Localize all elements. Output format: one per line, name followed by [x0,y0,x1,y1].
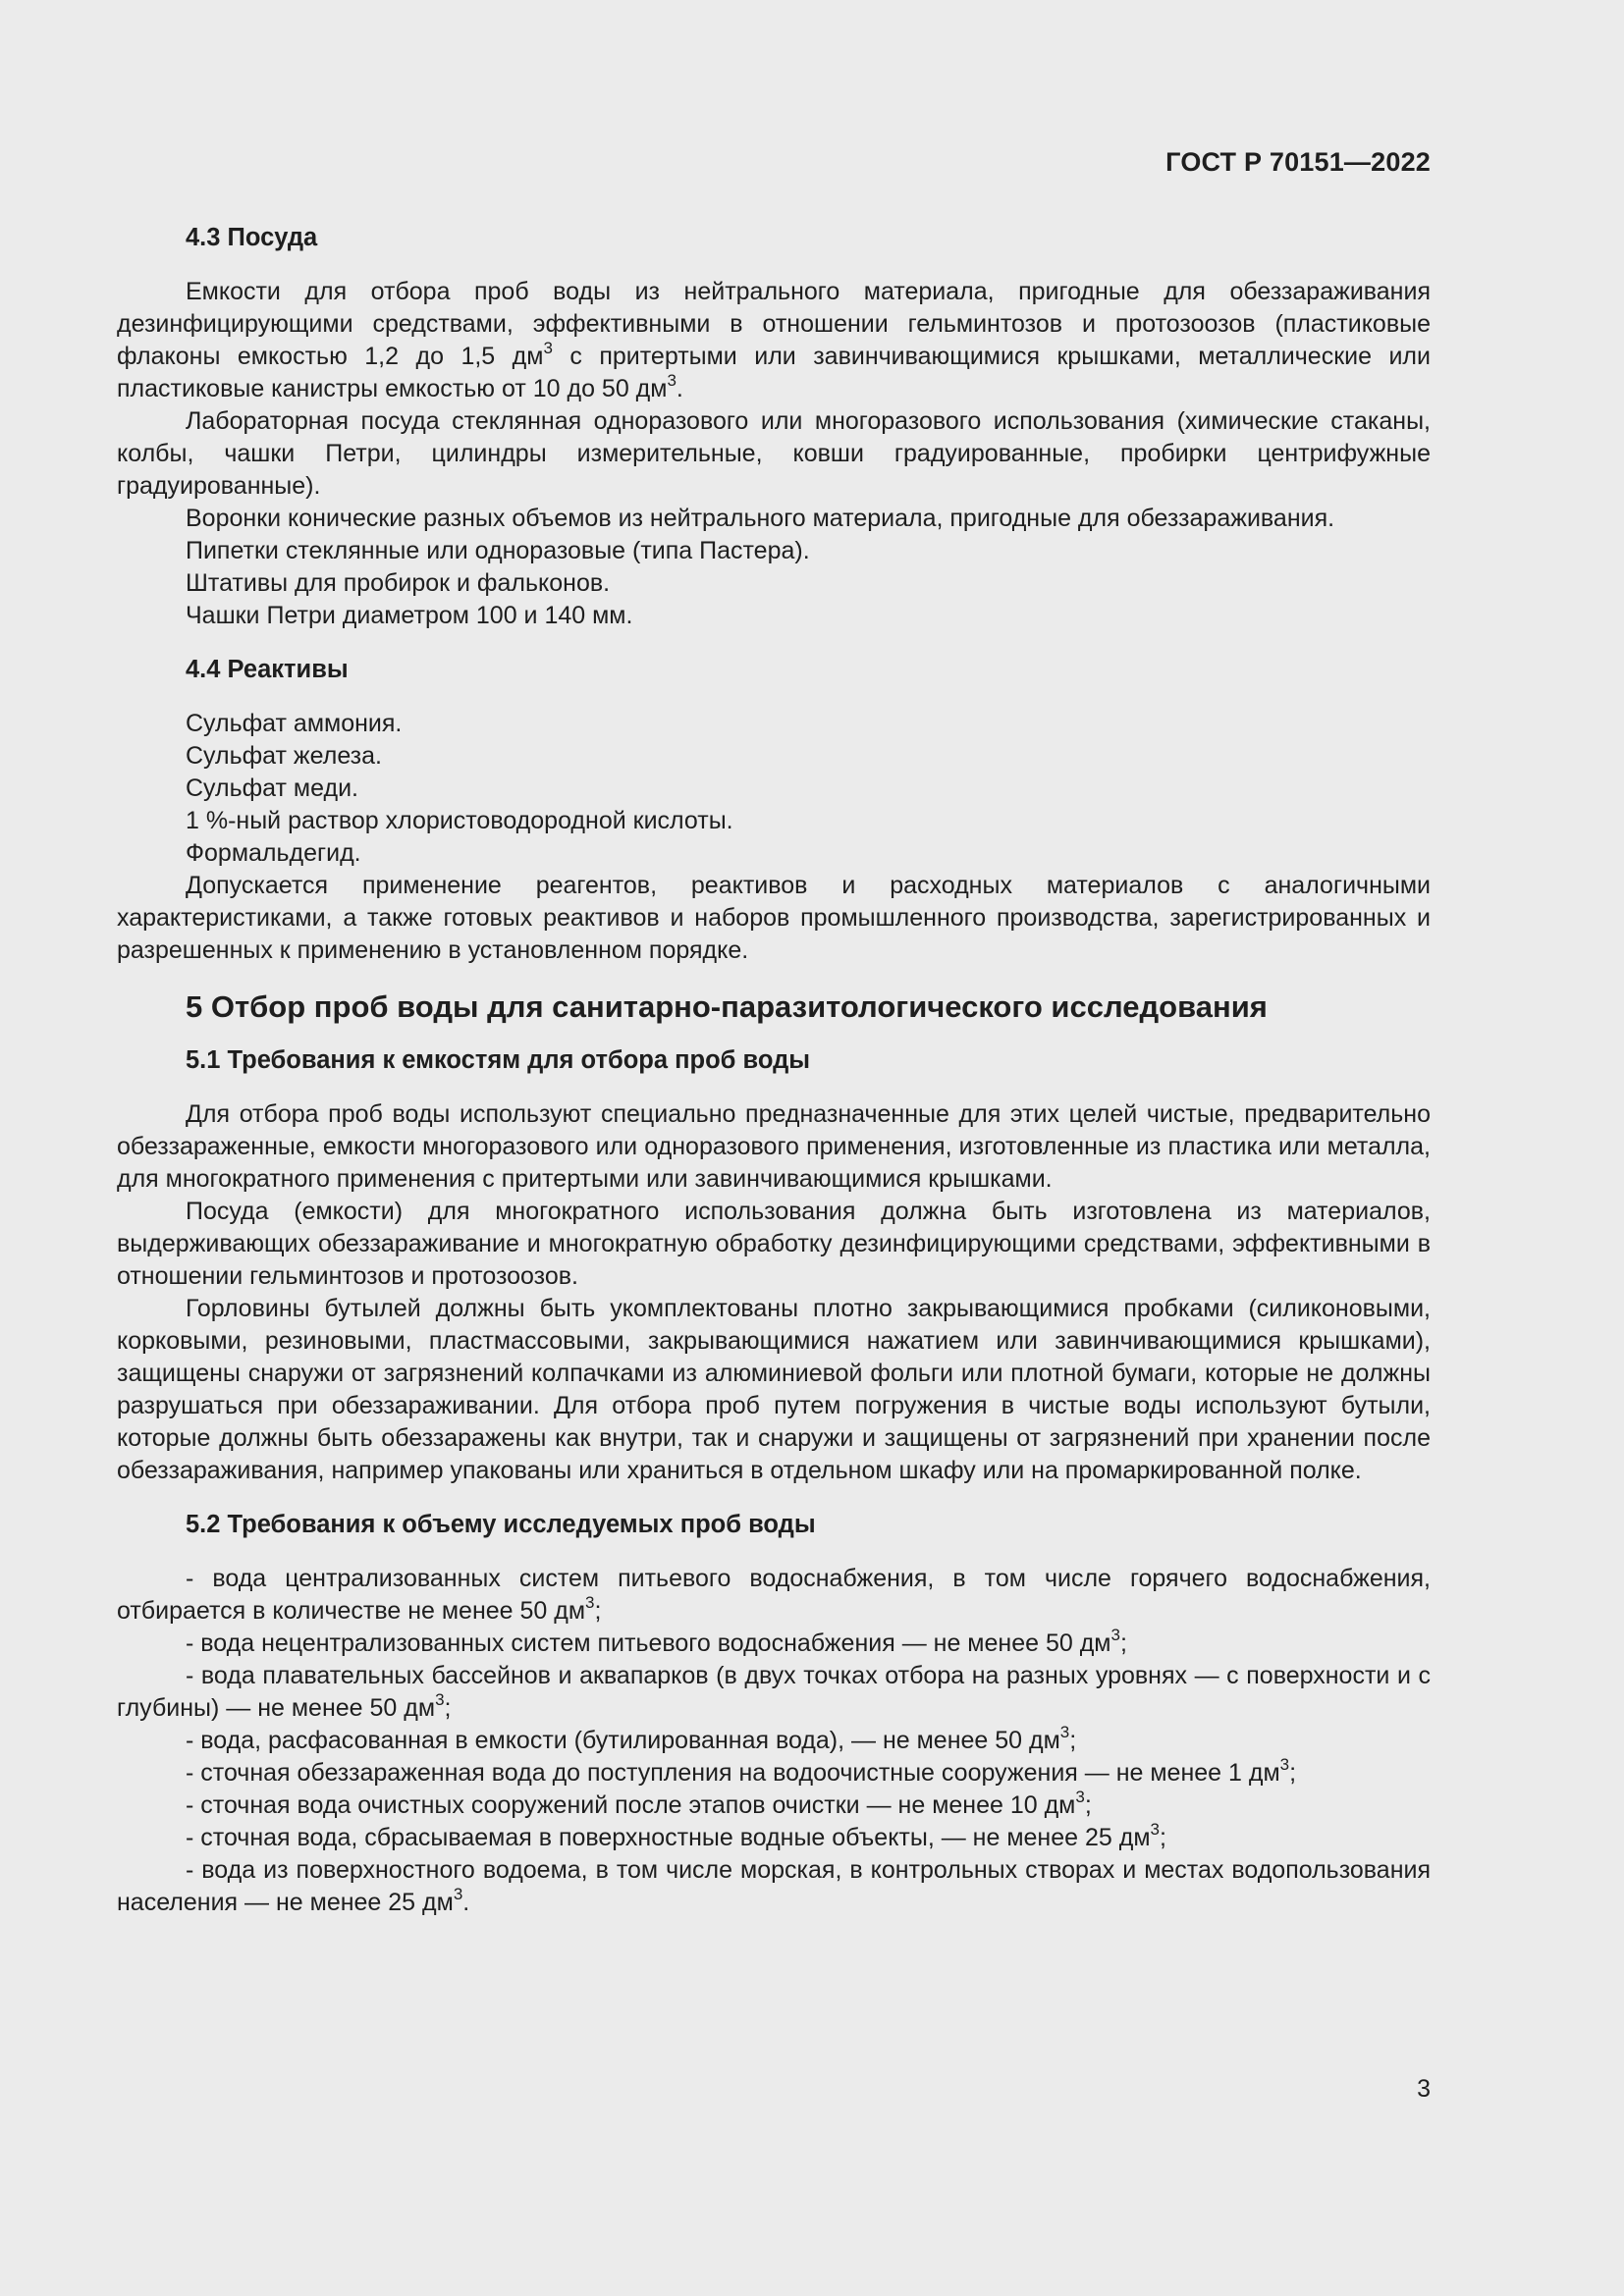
section-heading-4-3: 4.3 Посуда [186,224,318,251]
list-item: - вода централизованных систем питьевого водоснабжения, в том числе горячего водоснабжения, отбирается в количестве не менее 50 $дм^3$; [117,1565,1431,1625]
paragraph: Для отбора проб воды используют специально предназначенные для этих целей чистые, предварительно обеззараженные, емкости многоразового или одноразового применения, изготовленные из пластика или металла, для многократного применения с притертыми или завинчивающимися крышками. [117,1100,1431,1193]
paragraph: Воронки конические разных объемов из нейтрального материала, пригодные для обеззараживания. [186,505,1335,532]
paragraph: Сульфат железа. [186,742,382,770]
paragraph: Формальдегид. [186,839,361,867]
paragraph: Чашки Петри диаметром 100 и 140 мм. [186,602,633,629]
list-item: - вода из поверхностного водоема, в том числе морская, в контрольных створах и местах водопользования населения — не менее 25 $дм^3$. [117,1856,1431,1916]
document-body [117,222,1431,1919]
paragraph: Сульфат аммония. [186,710,403,737]
list-item: - вода, расфасованная в емкости (бутилированная вода), — не менее 50 $дм^3$; [186,1723,1077,1754]
paragraph: Посуда (емкости) для многократного использования должна быть изготовлена из материалов, выдерживающих обеззараживание и многократную обработку дезинфицирующими средствами, эффективными в отношении гельминтозов и протозоозов. [117,1198,1431,1290]
paragraph: Штативы для пробирок и фальконов. [186,569,611,597]
paragraph: Горловины бутылей должны быть укомплектованы плотно закрывающимися пробками (силиконовыми, корковыми, резиновыми, пластмассовыми, закрывающимися нажатием или завинчивающимися крышками), защищены снаружи от загрязнений колпачками из алюминиевой фольги или плотной бумаги, которые не должны разрушаться при обеззараживании. Для отбора проб путем погружения в чистые воды используют бутыли, которые должны быть обеззаражены как внутри, так и снаружи и защищены от загрязнений при хранении после обеззараживания, например упакованы или храниться в отдельном шкафу или на промаркированной полке. [117,1295,1431,1484]
document-header: ГОСТ Р 70151—2022 [1165,147,1431,177]
section-heading-4-4: 4.4 Реактивы [186,656,349,683]
list-item: - сточная вода очистных сооружений после этапов очистки — не менее 10 $дм^3$; [186,1788,1092,1819]
section-heading-5-2: 5.2 Требования к объему исследуемых проб воды [186,1511,816,1538]
list-item: - сточная вода, сбрасываемая в поверхностные водные объекты, — не менее 25 $дм^3$; [186,1820,1166,1851]
list-item: - вода нецентрализованных систем питьевого водоснабжения — не менее 50 $дм^3$; [186,1626,1127,1657]
page-number: 3 [1417,2075,1431,2103]
section-heading-5-1: 5.1 Требования к емкостям для отбора проб воды [186,1046,811,1074]
paragraph: Допускается применение реагентов, реактивов и расходных материалов с аналогичными характеристиками, а также готовых реактивов и наборов промышленного производства, зарегистрированных и разрешенных к применению в установленном порядке. [117,872,1431,964]
list-item: - сточная обеззараженная вода до поступления на водоочистные сооружения — не менее 1 $дм^3$; [186,1755,1297,1787]
paragraph: Сульфат меди. [186,774,358,802]
paragraph: Лабораторная посуда стеклянная одноразового или многоразового использования (химические стаканы, колбы, чашки Петри, цилиндры измерительные, ковши градуированные, пробирки центрифужные градуированные). [117,407,1431,500]
paragraph: 1 %-ный раствор хлористоводородной кислоты. [186,807,733,834]
paragraph: Емкости для отбора проб воды из нейтрального материала, пригодные для обеззараживания дезинфицирующими средствами, эффективными в отношении гельминтозов и протозоозов (пластиковые флаконы емкостью 1,2 до 1,5 $дм^3$ с притертыми или завинчивающимися крышками, металлические или пластиковые канистры емкостью от 10 до 50 $дм^3$. [117,278,1431,402]
section-heading-5: 5 Отбор проб воды для санитарно-паразитологического исследования [186,989,1268,1024]
list-item: - вода плавательных бассейнов и аквапарков (в двух точках отбора на разных уровнях — с поверхности и с глубины) — не менее 50 $дм^3$; [117,1662,1431,1722]
paragraph: Пипетки стеклянные или одноразовые (типа Пастера). [186,537,810,564]
